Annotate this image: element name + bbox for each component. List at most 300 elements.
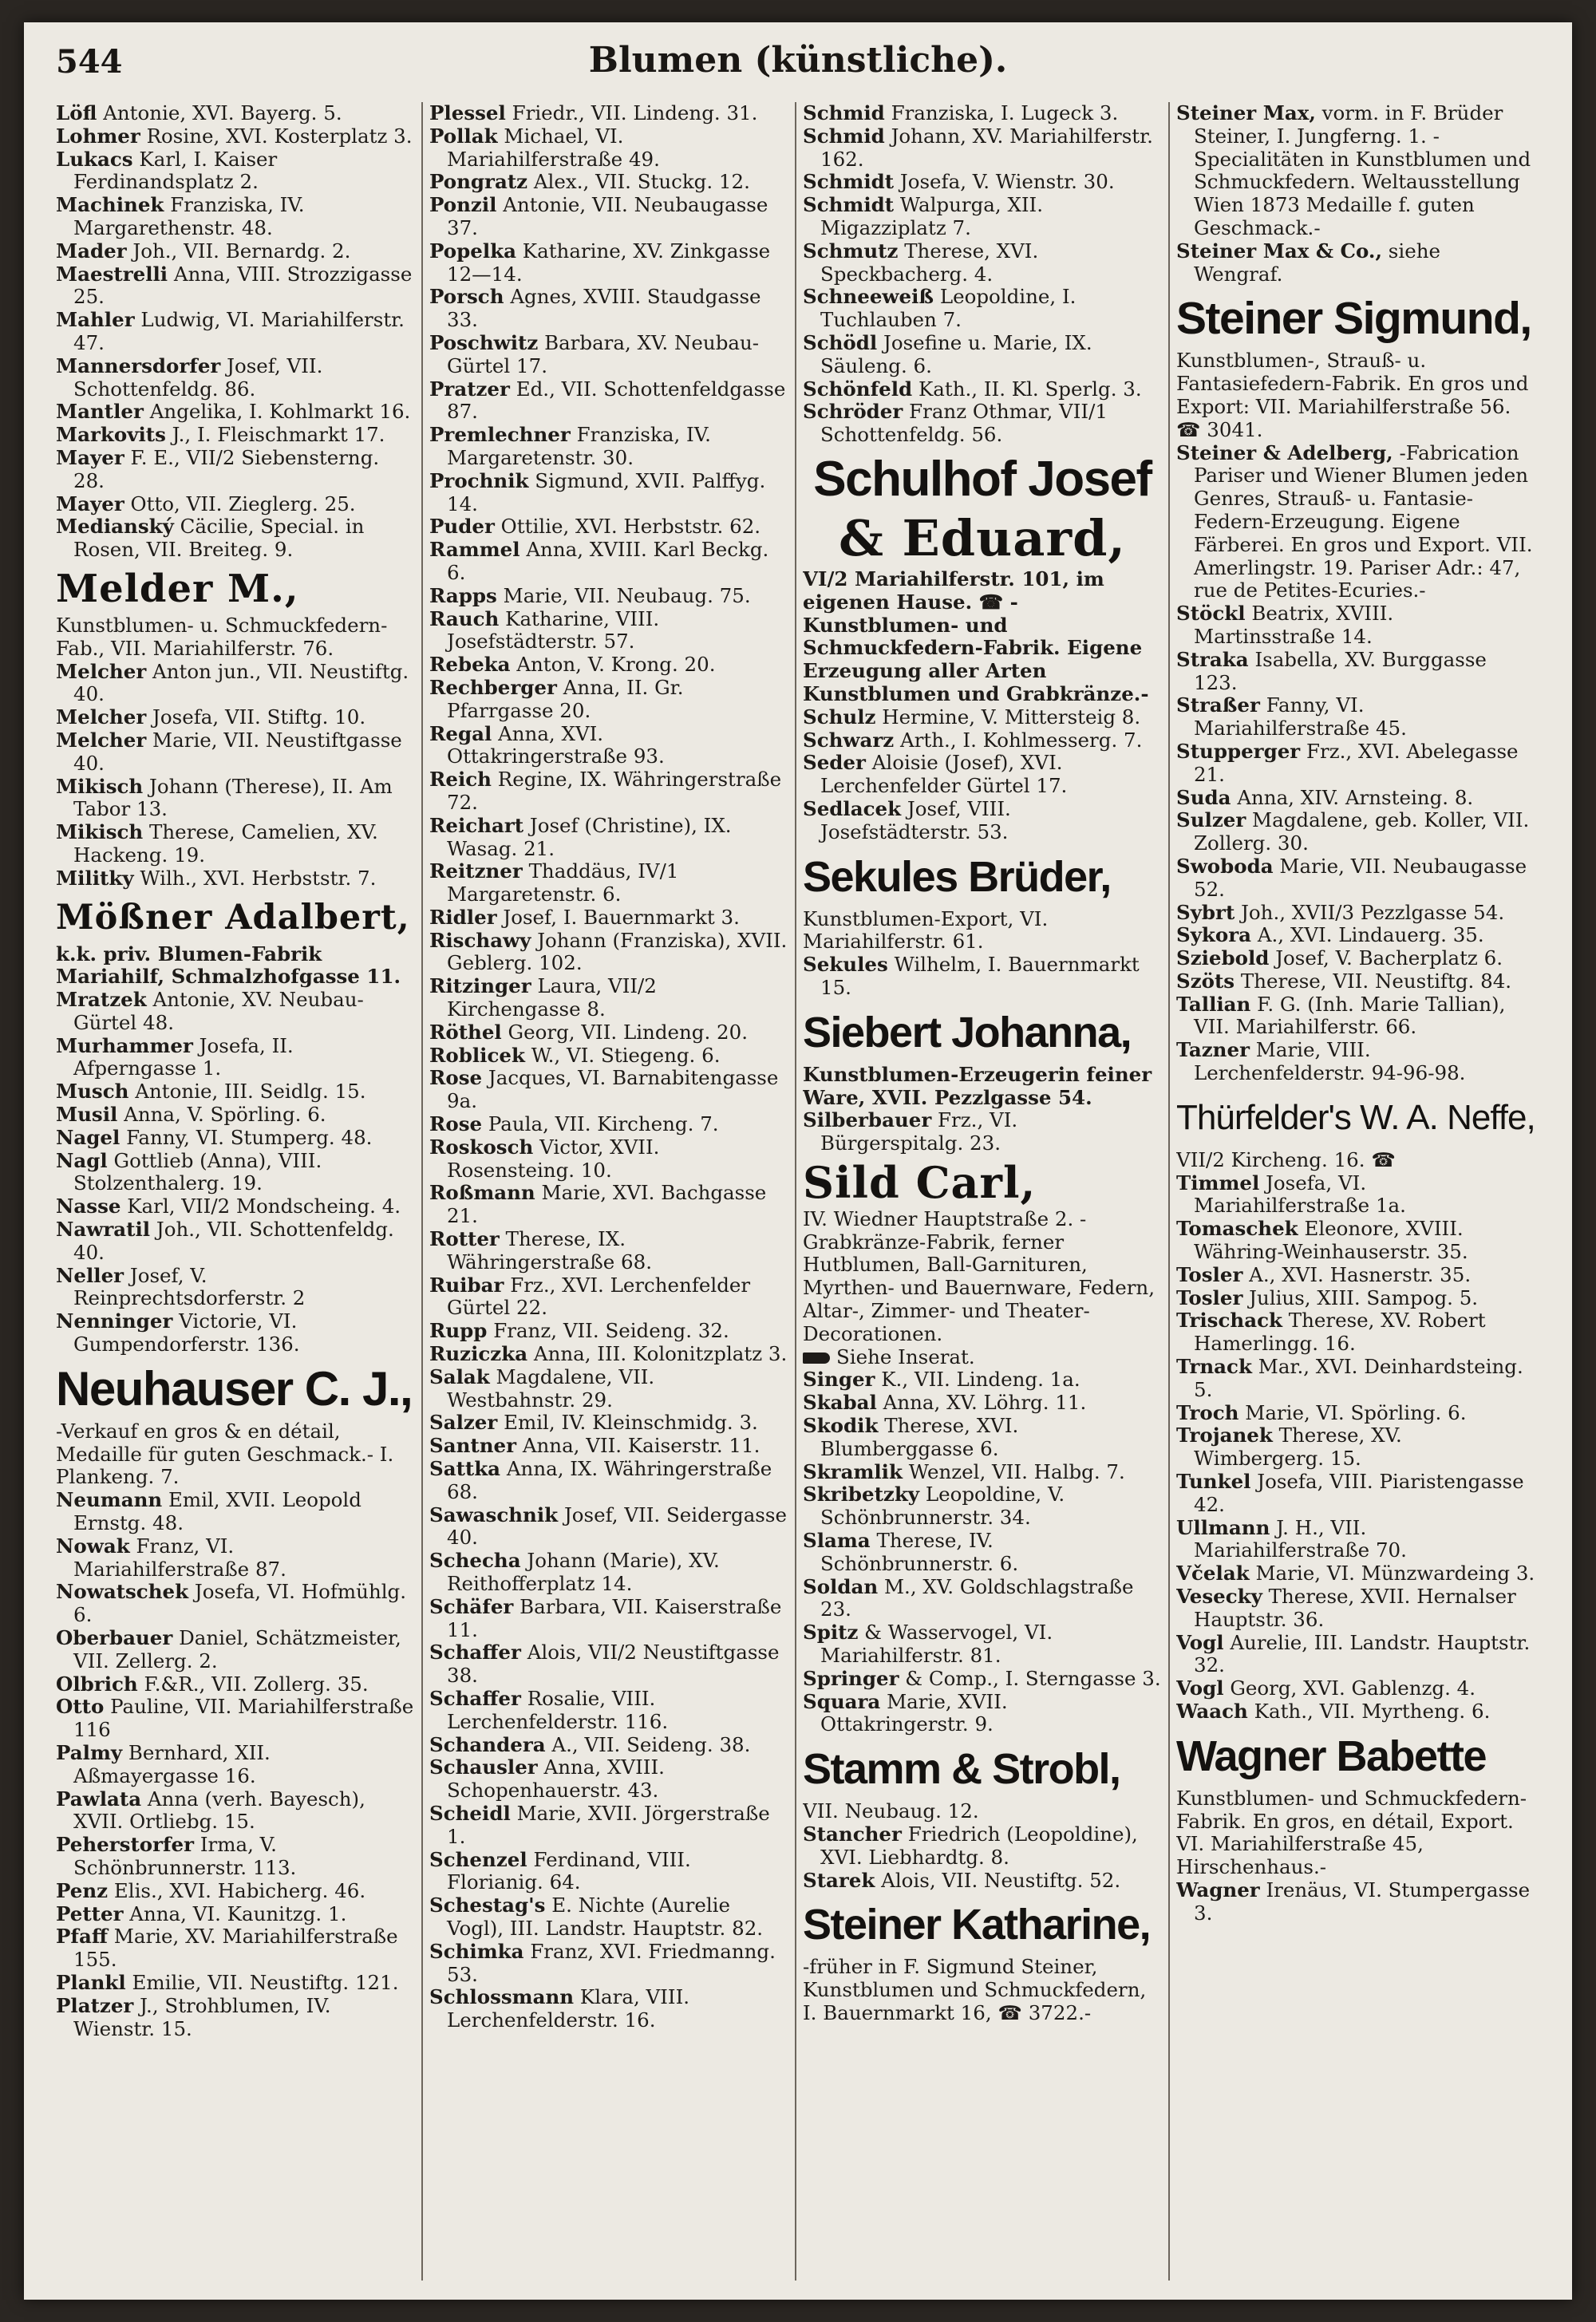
listing-details: Marie, XVII. Ottakringerstr. 9. [820,1689,1008,1736]
listing-entry [429,1343,788,1366]
display-name-schulhof-2: & Eduard, [838,511,1127,565]
listing-entry [1176,1287,1535,1310]
display-name-schulhof: Schulhof Josef [813,451,1152,507]
listing-name: Machinek [56,193,164,217]
listing-details: Ludwig, VI. Mariahilferstr. 47. [73,308,405,354]
listing-name: Nowak [56,1534,130,1558]
listing-name: Prochnik [429,468,529,492]
listing-name: Santner [429,1434,517,1458]
listing-name: Mikisch [56,820,144,844]
listing-name: Timmel [1176,1171,1260,1195]
listing-details: Antonie, III. Seidlg. 15. [135,1080,366,1104]
listing-details: Johann (Therese), II. Am Tabor 13. [73,774,393,821]
page-header [56,40,1540,96]
column-3 [803,102,1162,2281]
listing-name: Silberbauer [803,1108,932,1132]
display-name-mossner: Mößner Adalbert, [56,897,410,938]
listing-details: Rosine, XVI. Kosterplatz 3. [146,124,413,148]
listing-name: Roßmann [429,1181,535,1205]
listing-name: Neller [56,1263,124,1287]
listing-details: Frz., XVI. Abelegasse 21. [1194,739,1519,786]
listing-details: Emilie, VII. Neustiftg. 121. [132,1970,399,1994]
listing-text: Kunstblumen-, Strauß- u. Fantasiefedern-Fabrik. En gros und Export: VII. Mariahilferstraße 56. ☎ 3041. [1176,349,1529,441]
listing-entry [1176,1471,1535,1517]
listing-details: Pauline, VII. Mariahilferstraße 116 [73,1695,414,1742]
listing-text: VI/2 Mariahilferstr. 101, im eigenen Hause. ☎ -Kunstblumen- und Schmuckfedern-Fabrik. Eigene Erzeugung aller Arten Kunstblumen und Grabkränze.- [803,567,1149,705]
listing-entry [429,1274,788,1321]
listing-entry [56,1104,415,1127]
listing-name: Melcher [56,659,147,683]
listing-entry [429,1067,788,1113]
display-name-neuhauser: Neuhauser C. J., [56,1361,413,1416]
listing-details: F. G. (Inh. Marie Tallian), VII. Mariahilferstr. 66. [1194,992,1506,1039]
listing-name: Schödl [803,330,878,354]
listing-details: Karl, VII/2 Mondscheing. 4. [127,1195,401,1218]
listing-entry [429,125,788,172]
listing-details: & Comp., I. Sterngasse 3. [905,1666,1161,1690]
listing-entry [56,148,415,195]
listing-name: Schimka [429,1939,524,1963]
listing-details: Antonie, XV. Neubau-Gürtel 48. [73,988,364,1034]
listing-name: Röthel [429,1020,502,1044]
listing-details: Therese, XVII. Hernalser Hauptstr. 36. [1194,1585,1516,1631]
listing-entry [56,1581,415,1627]
listing-name: Schestag's [429,1894,546,1917]
listing-entry [803,1415,1162,1461]
listing-details: Josefine u. Marie, IX. Säuleng. 6. [820,330,1092,377]
listing-entry [1176,970,1535,993]
listing-entry [429,1596,788,1642]
listing-name: Swoboda [1176,854,1274,878]
listing-entry [56,194,415,240]
listing-details: Anna, XVI. Ottakringerstraße 93. [447,721,665,768]
listing-name: Ponzil [429,193,497,217]
listing-entry [56,776,415,822]
listing-details: Wilhelm, I. Bauernmarkt 15. [820,953,1140,999]
listing-entry [803,171,1162,194]
listing-details: Fanny, VI. Mariahilferstraße 45. [1194,693,1407,740]
listing-name: Reich [429,768,492,792]
listing-entry [429,286,788,332]
listing-details: Arth., I. Kohlmesserg. 7. [900,728,1143,752]
listing-entry [56,355,415,401]
listing-details: Emil, XVII. Leopold Ernstg. 48. [73,1488,361,1535]
listing-entry [56,125,415,148]
listing-details: Joh., XVII/3 Pezzlgasse 54. [1241,900,1505,924]
listing-details: Anna, XVIII. Karl Beckg. 6. [447,538,769,584]
listing-name: Porsch [429,285,504,309]
listing-name: Skabal [803,1391,877,1415]
page-title: Blumen (künstliche). [588,40,1008,81]
listing-details: Therese, XV. Wimbergerg. 15. [1194,1424,1402,1471]
listing-entry [803,194,1162,240]
listing-entry [1176,855,1535,902]
listing-entry [803,240,1162,286]
listing-name: Nowatschek [56,1580,189,1604]
listing-details: Michael, VI. Mariahilferstraße 49. [447,124,660,171]
listing-name: Nagel [56,1125,120,1149]
listing-details: J. H., VII. Mariahilferstraße 70. [1194,1515,1407,1562]
listing-name: Platzer [56,1993,134,2017]
listing-text: VII. Neubaug. 12. [803,1799,979,1823]
listing-entry [803,1691,1162,1737]
display-name-sekules: Sekules Brüder, [803,852,1111,901]
listing-entry [56,821,415,867]
listing-details: Barbara, VII. Kaiserstraße 11. [447,1594,782,1641]
listing-name: Mantler [56,400,144,424]
listing-name: Sybrt [1176,900,1235,924]
listing-details: Josef, VIII. Josefstädterstr. 53. [820,796,1011,843]
listing-entry [429,1136,788,1183]
listing-entry [429,608,788,654]
listing-name: Tazner [1176,1038,1250,1062]
listing-details: Eleonore, XVIII. Währing-Weinhauserstr. 35. [1194,1217,1468,1264]
display-name-steiner-katharine: Steiner Katharine, [803,1901,1151,1949]
listing-name: Stöckl [1176,602,1246,626]
listing-details: Josefa, VI. Mariahilferstraße 1a. [1194,1171,1406,1218]
listing-name: Nawratil [56,1218,151,1242]
listing-name: Schröder [803,400,903,424]
listing-entry [429,1435,788,1458]
listing-details: Therese, XVI. Blumberggasse 6. [820,1414,1019,1460]
listing-details: Anton jun., VII. Neustiftg. 40. [73,659,409,706]
listing-name: Schulz [803,705,876,729]
directory-page [24,22,1572,2300]
listing-entry [803,706,1162,729]
display-name-melder: Melder M., [56,566,299,611]
listing-details: Alex., VII. Stuckg. 12. [533,170,750,194]
listing-entry [429,768,788,815]
listing-name: Roskosch [429,1135,534,1159]
listing-details: Marie, XVII. Jörgerstraße 1. [447,1801,770,1848]
listing-details: Josefa, VIII. Piaristengasse 42. [1194,1470,1524,1516]
listing-name: Musil [56,1103,118,1127]
listing-entry [1176,947,1535,970]
listing-details: Marie, VIII. Lerchenfelderstr. 94-96-98. [1194,1038,1466,1085]
listing-entry [1176,1562,1535,1586]
listing-name: Skramlik [803,1459,903,1483]
listing-details: Anna, IX. Währingerstraße 68. [447,1457,772,1503]
listing-details: Aurelie, III. Landstr. Hauptstr. 32. [1194,1630,1531,1677]
listing-details: Paula, VII. Kircheng. 7. [488,1112,719,1136]
listing-details: Thaddäus, IV/1 Margaretenstr. 6. [447,859,679,906]
listing-entry [1176,740,1535,787]
listing-details: Gottlieb (Anna), VIII. Stolzenthalerg. 19. [73,1148,322,1195]
listing-name: Wagner [1176,1878,1260,1901]
listing-name: Tosler [1176,1285,1243,1309]
listing-details: Hermine, V. Mittersteig 8. [882,705,1141,729]
listing-entry [56,1265,415,1311]
listing-details: Josef, V. Reinprechtsdorferstr. 2 [73,1263,306,1310]
listing-entry [1176,1172,1535,1218]
listing-name: Steiner & Adelberg, [1176,440,1393,464]
listing-name: Tunkel [1176,1470,1251,1494]
listing-details: Therese, VII. Neustiftg. 84. [1240,969,1512,993]
listing-name: Pollak [429,124,498,148]
columns [56,102,1540,2281]
listing-entry [56,493,415,516]
listing-name: Neumann [56,1488,163,1512]
listing-details: A., XVI. Lindauerg. 35. [1257,923,1484,947]
listing-entry [56,1195,415,1218]
listing-name: Schmid [803,124,885,148]
listing-entry [803,1483,1162,1530]
display-name-steiner-sigmund: Steiner Sigmund, [1176,293,1531,345]
listing-details: Therese, Camelien, XV. Hackeng. 19. [73,820,378,867]
listing-entry [56,1903,415,1926]
listing-details: Marie, XV. Mariahilferstraße 155. [73,1925,398,1972]
listing-name: Tosler [1176,1262,1243,1286]
listing-name: Nagl [56,1148,108,1172]
listing-entry [429,1941,788,1987]
listing-name: Skodik [803,1414,879,1438]
listing-details: Leopoldine, I. Tuchlauben 7. [820,285,1077,332]
listing-details: Franziska, IV. Margaretenstr. 30. [447,423,711,469]
listing-entry [429,1803,788,1849]
display-name-thurfelder: Thürfelder's W. A. Neffe, [1176,1097,1535,1137]
listing-entry [1176,993,1535,1040]
display-name-wagner: Wagner Babette [1176,1732,1487,1780]
listing-name: Salak [429,1364,490,1388]
listing-name: Schaffer [429,1641,521,1664]
listing-name: Schäfer [429,1594,514,1618]
listing-details: A., VII. Seideng. 38. [551,1732,751,1756]
listing-entry [1176,694,1535,740]
listing-details: Barbara, XV. Neubau-Gürtel 17. [447,330,760,377]
listing-entry [429,1894,788,1941]
listing-name: Singer [803,1368,875,1392]
listing-name: Poschwitz [429,330,539,354]
listing-entry [56,1080,415,1104]
listing-entry [1176,1586,1535,1632]
listing-name: Ruziczka [429,1342,528,1366]
listing-entry [803,332,1162,378]
listing-entry [56,1880,415,1903]
listing-entry [56,1696,415,1742]
listing-name: Trnack [1176,1355,1252,1379]
listing-name: Včelak [1176,1562,1250,1586]
listing-name: Mannersdorfer [56,353,221,377]
listing-name: Rebeka [429,653,511,677]
listing-entry [429,1458,788,1504]
listing-text: k.k. priv. Blumen-Fabrik Mariahilf, Schmalzhofgasse 11. [56,942,401,989]
listing-entry [56,1673,415,1696]
listing-details: Anna, VIII. Strozzigasse 25. [73,262,413,309]
listing-name: Vogl [1176,1676,1224,1700]
listing-entry [429,1228,788,1274]
listing-entry [803,286,1162,332]
listing-name: Mratzek [56,988,147,1012]
listing-details: Anton, V. Krong. 20. [516,653,716,677]
listing-entry [803,1392,1162,1415]
listing-entry [1176,442,1535,603]
listing-name: Popelka [429,239,516,263]
listing-entry [56,240,415,263]
listing-details: Sigmund, XVII. Palffyg. 14. [447,468,766,515]
listing-entry [803,1870,1162,1893]
listing-text: Kunstblumen-Export, VI. Mariahilferstr. 61. [803,906,1049,954]
listing-details: Ed., VII. Schottenfeldgasse 87. [447,377,786,424]
listing-details: Alois, VII. Neustiftg. 52. [881,1868,1121,1892]
listing-details: Aloisie (Josef), XVI. Lerchenfelder Gürtel 17. [820,751,1068,798]
listing-entry [803,729,1162,752]
listing-name: Schmidt [803,170,895,194]
display-name-stamm: Stamm & Strobl, [803,1745,1120,1794]
listing-details: Agnes, XVIII. Staudgasse 33. [447,285,761,332]
listing-details: Emil, IV. Kleinschmidg. 3. [504,1411,758,1435]
listing-details: Anna, VI. Kaunitzg. 1. [129,1901,347,1925]
listing-details: Johann (Franziska), XVII. Geblerg. 102. [447,928,788,975]
listing-entry [56,447,415,493]
listing-entry [1176,1356,1535,1402]
listing-name: Ritzinger [429,974,531,998]
listing-name: Medianský [56,515,174,539]
listing-details: Anna, XV. Löhrg. 11. [883,1391,1087,1415]
listing-details: Kath., II. Kl. Sperlg. 3. [918,377,1142,401]
listing-entry [56,515,415,562]
listing-name: Sulzer [1176,808,1246,832]
listing-name: Sekules [803,953,888,977]
listing-entry [1176,1424,1535,1471]
listing-entry [803,752,1162,798]
listing-entry [803,954,1162,1000]
listing-name: Schecha [429,1549,521,1573]
listing-text: IV. Wiedner Hauptstraße 2. -Grabkränze-Fabrik, ferner Hutblumen, Ball-Garnituren, Myrthen- und Bauernware, Federn, Altar-, Zimmer- und Theater-Decorationen. [803,1206,1155,1345]
listing-entry [1176,102,1535,240]
listing-details: Anna, XVIII. Schopenhauerstr. 43. [447,1755,665,1803]
listing-name: Otto [56,1695,105,1719]
page-number: 544 [56,43,123,81]
listing-entry [1176,602,1535,649]
listing-entry [429,378,788,425]
listing-entry [429,515,788,539]
listing-name: Waach [1176,1700,1248,1723]
listing-name: Suda [1176,785,1231,809]
listing-entry [429,1045,788,1068]
listing-entry [803,1576,1162,1622]
listing-details: Therese, IV. Schönbrunnerstr. 6. [820,1529,1019,1575]
listing-entry [429,424,788,470]
listing-details: Victor, XVII. Rosensteing. 10. [447,1135,660,1182]
listing-entry [1176,1309,1535,1356]
listing-name: Roblicek [429,1043,525,1067]
listing-details: Anna, V. Spörling. 6. [124,1103,326,1127]
listing-details: Josef, VII. Seidergasse 40. [447,1503,787,1550]
listing-name: Premlechner [429,423,571,447]
inserat-note: Siehe Inserat. [803,1346,1162,1369]
listing-entry [429,470,788,516]
listing-details: Wilh., XVI. Herbststr. 7. [140,866,377,890]
listing-name: Pongratz [429,170,528,194]
listing-name: Trojanek [1176,1424,1273,1447]
listing-text: Kunstblumen- und Schmuckfedern-Fabrik. En gros, en détail, Export. VI. Mariahilferstraße 45, Hirschenhaus.- [1176,1786,1527,1879]
listing-name: Palmy [56,1741,123,1764]
listing-entry [56,661,415,707]
listing-details: Anna (verh. Bayesch), XVII. Ortliebg. 15. [73,1787,365,1834]
listing-entry [56,424,415,447]
listing-entry [56,1972,415,1995]
listing-details: Ottilie, XVI. Herbststr. 62. [500,515,761,539]
listing-details: J., Strohblumen, IV. Wienstr. 15. [73,1993,331,2040]
listing-name: Sykora [1176,923,1252,947]
listing-name: Scheidl [429,1801,511,1825]
listing-details: Anna, VII. Kaiserstr. 11. [522,1434,760,1458]
listing-entry [56,1035,415,1081]
listing-details: Marie, VI. Münzwardeing 3. [1255,1562,1535,1586]
listing-details: Friedrich (Leopoldine), XVI. Liebhardtg. 8. [820,1822,1138,1869]
listing-details: Bernhard, XII. Aßmayergasse 16. [73,1741,271,1787]
listing-details: Josefa, VI. Hofmühlg. 6. [73,1580,407,1627]
listing-entry [429,1366,788,1412]
listing-entry [1176,1879,1535,1925]
listing-entry [429,240,788,286]
listing-entry [1176,1402,1535,1425]
listing-name: Plankl [56,1970,126,1994]
listing-name: Rechberger [429,675,557,699]
listing-entry [803,1621,1162,1668]
listing-name: Soldan [803,1574,879,1598]
listing-entry [56,867,415,890]
listing-name: Rapps [429,583,497,607]
listing-name: Regal [429,721,492,745]
listing-entry [1176,924,1535,947]
listing-details: Rosalie, VIII. Lerchenfelderstr. 116. [447,1686,669,1733]
listing-details: Klara, VIII. Lerchenfelderstr. 16. [447,1985,690,2032]
listing-details: Antonie, VII. Neubaugasse 37. [447,193,768,239]
listing-details: Otto, VII. Zieglerg. 25. [130,492,356,515]
listing-name: Schmutz [803,239,899,263]
listing-name: Vogl [1176,1630,1224,1654]
listing-entry [429,1182,788,1228]
listing-details: Marie, XVI. Bachgasse 21. [447,1181,767,1228]
listing-text: VII/2 Kircheng. 16. ☎ [1176,1147,1396,1171]
listing-entry [803,401,1162,447]
listing-entry [56,1489,415,1535]
column-divider [795,102,796,2281]
listing-details: Franziska, IV. Margarethenstr. 48. [73,193,305,239]
listing-name: Musch [56,1080,129,1104]
listing-entry [1176,1039,1535,1085]
listing-details: Regine, IX. Währingerstraße 72. [447,768,782,814]
listing-entry [56,309,415,355]
listing-name: Seder [803,751,866,775]
listing-name: Schausler [429,1755,538,1779]
listing-details: Alois, VII/2 Neustiftgasse 38. [447,1641,780,1688]
listing-entry [803,102,1162,125]
listing-details: & Wasservogel, VI. Mariahilferstr. 81. [820,1621,1053,1668]
listing-details: -Fabrication Pariser und Wiener Blumen jeden Genres, Strauß- u. Fantasie-Federn-Erzeugung. Eigene Färberei. En gros und Export. VII. Amerlingstr. 19. Pariser Adr.: 47, rue de Petites-Ecuries.- [1194,440,1533,602]
listing-name: Peherstorfer [56,1833,195,1857]
listing-name: Mayer [56,445,124,469]
listing-entry [429,1641,788,1688]
listing-name: Reitzner [429,859,523,883]
listing-entry [1176,1517,1535,1563]
listing-details: Victorie, VI. Gumpendorferstr. 136. [73,1309,300,1356]
listing-name: Schenzel [429,1847,527,1871]
listing-entry [56,1218,415,1265]
listing-entry [429,654,788,677]
listing-details: Angelika, I. Kohlmarkt 16. [149,400,411,424]
listing-name: Schwarz [803,728,895,752]
listing-details: Josef, V. Bacherplatz 6. [1275,946,1503,970]
listing-name: Schaffer [429,1686,521,1710]
listing-name: Petter [56,1901,124,1925]
listing-entry [429,1504,788,1550]
listing-name: Schmidt [803,193,895,217]
listing-name: Oberbauer [56,1626,173,1650]
listing-entry [429,723,788,769]
listing-entry [1176,809,1535,855]
